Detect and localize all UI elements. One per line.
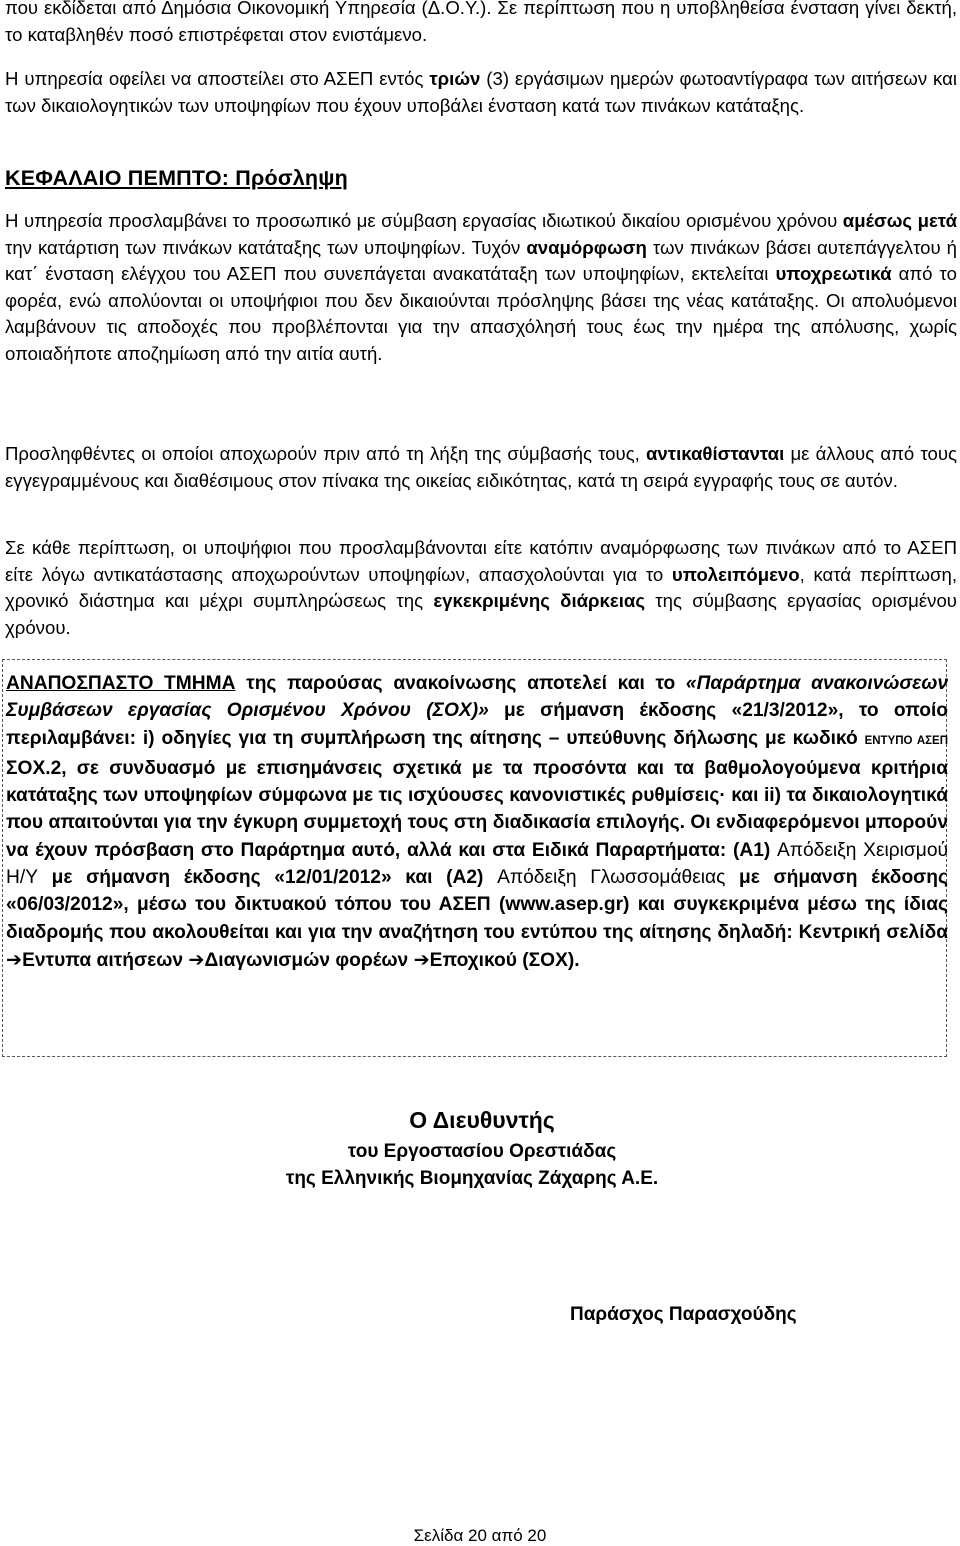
text-span: από το φορέα, ενώ απολύονται οι υποψήφιοι που δεν δικαιούνται πρόσληψης βάσει της νέας κατάταξης. Οι απολυόμενοι λαμβάνουν τις αποδοχές που προβλέπονται για την απασχόλησή τους έως την ημέρα της απόλυσης, χωρίς οποιαδήποτε αποζημίωση από την αιτία αυτή. bbox=[5, 263, 957, 364]
emphasis-replaced: αντικαθίστανται bbox=[646, 443, 785, 464]
text-span: των πινάκων βάσει αυτεπάγγελτου ή κατ΄ ένσταση ελέγχου του ΑΣΕΠ που συνεπάγεται ανακατάταξη των υποψηφίων, εκτελείται bbox=[5, 236, 957, 284]
emphasis-immediately: αμέσως μετά bbox=[842, 210, 957, 231]
page-number: Σελίδα 20 από 20 bbox=[413, 1526, 547, 1545]
duration-paragraph bbox=[5, 535, 957, 641]
text-span: με άλλους από τους εγγεγραμμένους και διαθέσιμους στον πίνακα της οικείας ειδικότητας, κατά τη σειρά εγγραφής τους σε αυτόν. bbox=[5, 443, 957, 491]
signatory-company: της Ελληνικής Βιομηχανίας Ζάχαρης Α.Ε. bbox=[285, 1168, 659, 1189]
continuation-line-1: που εκδίδεται από Δημόσια Οικονομική Υπηρεσία (Δ.Ο.Υ.). Σε περίπτωση που η bbox=[5, 0, 671, 18]
continuation-paragraph bbox=[5, 0, 957, 48]
text-span: της σύμβασης εργασίας ορισμένου χρόνου. bbox=[5, 590, 957, 638]
annex-a2-name: Απόδειξη Γλωσσομάθειας bbox=[497, 867, 726, 889]
annex-a1-name: Απόδειξη Χειρισμού Η/Υ bbox=[6, 839, 948, 889]
chapter-heading: ΚΕΦΑΛΑΙΟ ΠΕΜΠΤΟ: Πρόσληψη bbox=[5, 166, 348, 190]
arrow-right-icon: ➔ bbox=[188, 947, 205, 971]
text-span: Προσληφθέντες οι οποίοι αποχωρούν πριν από τη λήξη της σύμβασής τους, bbox=[5, 443, 646, 464]
send-copies-paragraph bbox=[5, 66, 957, 119]
excerpt-paragraph bbox=[6, 670, 948, 974]
emphasis-three: τριών bbox=[429, 68, 481, 89]
text-span: Η υπηρεσία προσλαμβάνει το προσωπικό με σύμβαση εργασίας ιδιωτικού δικαίου ορισμένου χρόνου bbox=[5, 210, 843, 231]
signatory-name: Παράσχος Παρασχούδης bbox=[570, 1304, 797, 1325]
text-span: με σήμανση έκδοσης «21/3/2012», το οποίο περιλαμβάνει: i) οδηγίες για τη συμπλήρωση της αίτησης – υπεύθυνης δήλωσης με κωδικό bbox=[6, 700, 948, 749]
emphasis-approved-duration: εγκεκριμένης διάρκειας bbox=[433, 590, 646, 611]
path-step-competitions: Διαγωνισμών φορέων bbox=[204, 949, 414, 971]
text-span: την κατάρτιση των πινάκων κατάταξης των υποψηφίων. Τυχόν bbox=[5, 236, 527, 258]
form-code: ΕΝΤΥΠΟ ΑΣΕΠ bbox=[864, 734, 948, 747]
signatory-title: Ο Διευθυντής bbox=[409, 1107, 555, 1133]
text-span: ΣΟΧ.2, σε συνδυασμό με επισημάνσεις σχετικά με τα προσόντα και τα βαθμολογούμενα κριτήρια κατάταξης των υποψηφίων σύμφωνα με τις ισχύουσες κανονιστικές ρυθμίσεις· και ii) τα δικαιολογητικά που απαιτούνται για την έγκυρη συμμετοχή τους στη διαδικασία επιλογής. Οι ενδιαφερόμενοι μπορούν να έχουν πρόσβαση στο Παράρτημα αυτό, αλλά και στα Ειδικά Παραρτήματα: (Α1) bbox=[6, 757, 948, 861]
text-span: Σε κάθε περίπτωση, οι υποψήφιοι που προσλαμβάνονται είτε κατόπιν αναμόρφωσης των πινάκων από το ΑΣΕΠ είτε λόγω αντικατάστασης αποχωρούντων υποψηφίων, απασχολούνται για το bbox=[5, 537, 957, 585]
emphasis-revision: αναμόρφωση bbox=[526, 236, 647, 258]
arrow-right-icon: ➔ bbox=[413, 947, 430, 971]
text-span: (3) εργάσιμων ημερών φωτοαντίγραφα των αιτήσεων και των δικαιολογητικών των υποψηφίων που έχουν υποβάλει ένσταση κατά των πινάκων κατάταξης. bbox=[5, 68, 957, 116]
hiring-paragraph bbox=[5, 208, 957, 367]
text-span: της παρούσας ανακοίνωσης αποτελεί και το bbox=[235, 673, 686, 694]
emphasis-mandatory: υποχρεωτικά bbox=[775, 263, 892, 284]
text-span: Η υπηρεσία οφείλει να αποστείλει στο ΑΣΕΠ εντός bbox=[5, 68, 430, 89]
text-span: με σήμανση έκδοσης «06/03/2012», μέσω του δικτυακού τόπου του ΑΣΕΠ (www.asep.gr) και συγκεκριμένα μέσω της ίδιας διαδρομής που ακολουθείται και για την αναζήτηση του εντύπου της αίτησης δηλαδή: Κεντρική σελίδα bbox=[6, 867, 948, 943]
text-span: με σήμανση έκδοσης «12/01/2012» και (Α2) bbox=[38, 867, 498, 889]
arrow-right-icon: ➔ bbox=[6, 947, 23, 971]
replacement-paragraph bbox=[5, 441, 957, 494]
path-step-seasonal: Εποχικού (ΣΟΧ). bbox=[429, 949, 580, 971]
signatory-factory: του Εργοστασίου Ορεστιάδας bbox=[347, 1141, 617, 1162]
annex-title: «Παράρτημα ανακοινώσεων Συμβάσεων εργασίας Ορισμένου Χρόνου (ΣΟΧ)» bbox=[6, 673, 949, 722]
emphasis-remaining: υπολειπόμενο bbox=[671, 563, 800, 585]
path-step-forms: Εντυπα αιτήσεων bbox=[22, 949, 189, 971]
continuation-line-2: υποβληθείσα ένσταση γίνει δεκτή, το καταβληθέν ποσό επιστρέφεται στον ενιστάμενο. bbox=[5, 0, 957, 45]
detachable-section-label: ΑΝΑΠΟΣΠΑΣΤΟ ΤΜΗΜΑ bbox=[6, 673, 236, 694]
text-span: , κατά περίπτωση, χρονικό διάστημα και μέχρι συμπληρώσεως της bbox=[5, 563, 957, 611]
